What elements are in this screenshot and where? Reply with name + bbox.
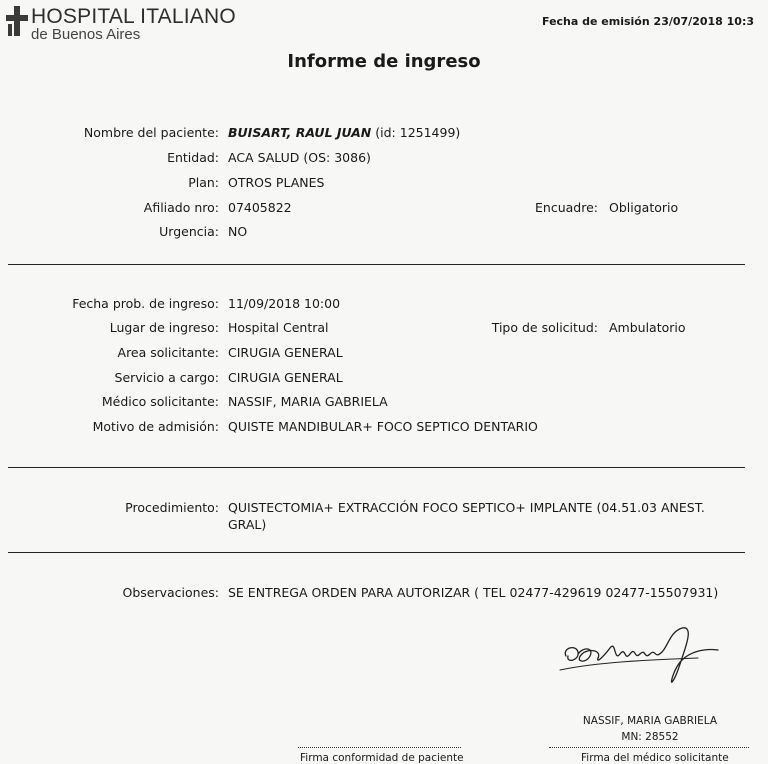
medico-label: Médico solicitante: — [101, 394, 219, 409]
procedimiento-value: QUISTECTOMIA+ EXTRACCIÓN FOCO SEPTICO+ IMPLANTE (04.51.03 ANEST. GRAL) — [228, 500, 705, 532]
hospital-cross-icon — [6, 6, 28, 36]
urgencia-label: Urgencia: — [159, 224, 219, 239]
afiliado-label: Afiliado nro: — [143, 200, 219, 215]
observaciones-label: Observaciones: — [122, 585, 219, 600]
entidad-value: ACA SALUD (OS: 3086) — [228, 150, 371, 165]
hospital-logo — [6, 6, 236, 42]
plan-label: Plan: — [188, 175, 219, 190]
area-solicitante-value: CIRUGIA GENERAL — [228, 345, 343, 360]
patient-name-value: BUISART, RAUL JUAN — [228, 125, 372, 140]
patient-name-value-group — [228, 125, 460, 140]
servicio-value: CIRUGIA GENERAL — [228, 370, 343, 385]
plan-value: OTROS PLANES — [228, 175, 325, 190]
servicio-label: Servicio a cargo: — [114, 370, 219, 385]
doctor-signature-line — [549, 747, 749, 748]
section-divider — [8, 552, 745, 553]
observaciones-value: SE ENTREGA ORDEN PARA AUTORIZAR ( TEL 02477-429619 02477-15507931) — [228, 585, 719, 600]
doctor-signature-caption: Firma del médico solicitante — [581, 752, 729, 764]
tipo-solicitud-value: Ambulatorio — [609, 320, 686, 335]
procedimiento-label: Procedimiento: — [125, 500, 219, 515]
section-divider — [8, 467, 745, 468]
urgencia-value: NO — [228, 224, 248, 239]
area-solicitante-label: Area solicitante: — [117, 345, 219, 360]
encuadre-value: Obligatorio — [609, 200, 679, 215]
entidad-label: Entidad: — [167, 150, 219, 165]
motivo-label: Motivo de admisión: — [92, 419, 219, 434]
emission-date-value: 23/07/2018 10:3 — [653, 15, 755, 28]
doctor-signature — [558, 618, 728, 688]
tipo-solicitud-label: Tipo de solicitud: — [491, 320, 598, 335]
afiliado-value: 07405822 — [228, 200, 292, 215]
section-divider — [8, 264, 745, 265]
logo-subtitle: de Buenos Aires — [31, 26, 141, 43]
encuadre-label: Encuadre: — [535, 200, 598, 215]
doctor-name: NASSIF, MARIA GABRIELA — [582, 715, 718, 727]
emission-date — [542, 15, 754, 28]
logo-title: HOSPITAL ITALIANO — [31, 5, 236, 28]
fecha-ingreso-value: 11/09/2018 10:00 — [228, 296, 341, 311]
doctor-mn: MN: 28552 — [621, 731, 679, 743]
fecha-ingreso-label: Fecha prob. de ingreso: — [72, 296, 219, 311]
patient-signature-caption: Firma conformidad de paciente — [300, 752, 464, 764]
emission-date-label: Fecha de emisión — [542, 15, 650, 28]
lugar-ingreso-value: Hospital Central — [228, 320, 329, 335]
lugar-ingreso-label: Lugar de ingreso: — [109, 320, 219, 335]
medico-value: NASSIF, MARIA GABRIELA — [228, 394, 388, 409]
patient-signature-line — [298, 747, 461, 748]
patient-name-label: Nombre del paciente: — [83, 125, 219, 140]
page-title: Informe de ingreso — [287, 51, 481, 72]
motivo-value: QUISTE MANDIBULAR+ FOCO SEPTICO DENTARIO — [228, 419, 538, 434]
patient-id-value: (id: 1251499) — [375, 125, 461, 140]
